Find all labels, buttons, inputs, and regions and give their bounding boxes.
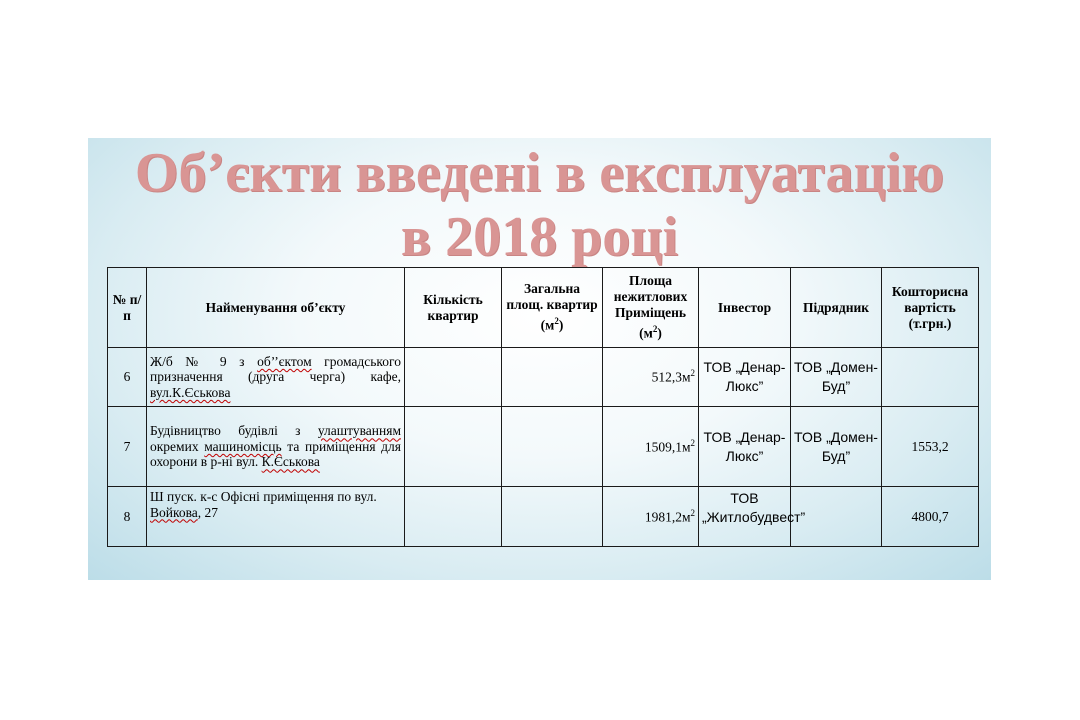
name-text: та приміщення для охорони в р-ні вул. bbox=[150, 438, 401, 470]
table-row bbox=[108, 487, 979, 547]
header-contractor: Підрядник bbox=[791, 268, 882, 348]
table-header-row bbox=[108, 268, 979, 348]
cell-cost: 4800,7 bbox=[882, 487, 979, 547]
name-text-underlined: машиномісць bbox=[204, 438, 282, 454]
name-text: окремих bbox=[150, 438, 205, 454]
header-num: № п/п bbox=[108, 268, 147, 348]
area-sup: 2 bbox=[690, 507, 695, 518]
cell-investor: ТОВ „Житлобудвест” bbox=[699, 487, 791, 547]
name-text-underlined: Войкова bbox=[150, 504, 198, 520]
cell-total-area bbox=[502, 348, 603, 407]
area-value: 1509,1м bbox=[644, 439, 691, 455]
title-line-2: в 2018 році bbox=[400, 206, 679, 268]
cell-total-area bbox=[502, 487, 603, 547]
cell-nonres-area bbox=[603, 348, 699, 407]
cell-num: 8 bbox=[108, 487, 147, 547]
cell-name bbox=[147, 487, 405, 547]
cell-name bbox=[147, 348, 405, 407]
table-row bbox=[108, 348, 979, 407]
cell-nonres-area bbox=[603, 487, 699, 547]
area-value: 1981,2м bbox=[644, 509, 691, 525]
cell-num: 7 bbox=[108, 407, 147, 487]
name-text: Ш пуск. к-с Офісні приміщення по вул. bbox=[150, 489, 377, 504]
cell-investor: ТОВ „Денар-Люкс” bbox=[699, 407, 791, 487]
name-text-underlined: К.Єськова bbox=[261, 454, 320, 470]
objects-table bbox=[107, 267, 979, 547]
header-total-area-sup: 2 bbox=[554, 316, 559, 327]
area-value: 512,3м bbox=[651, 369, 691, 385]
header-cost bbox=[882, 268, 979, 348]
header-apartments: Кількість квартир bbox=[405, 268, 502, 348]
header-investor: Інвестор bbox=[699, 268, 791, 348]
name-text: Будівництво будівлі з bbox=[150, 423, 318, 439]
cell-contractor: ТОВ „Домен-Буд” bbox=[791, 348, 882, 407]
name-text: Ж/б № 9 з bbox=[150, 353, 258, 369]
cell-apartments bbox=[405, 407, 502, 487]
table-row bbox=[108, 407, 979, 487]
header-nonres-area bbox=[603, 268, 699, 348]
cell-cost: 1553,2 bbox=[882, 407, 979, 487]
cell-total-area bbox=[502, 407, 603, 487]
header-nonres-area-sup: 2 bbox=[652, 324, 658, 335]
name-text: , 27 bbox=[197, 504, 219, 520]
header-total-area-text: Загальна площ. квартир (м bbox=[506, 281, 598, 333]
name-text-underlined: вул.К.Єськова bbox=[150, 384, 231, 400]
header-name: Найменування об’єкту bbox=[147, 268, 405, 348]
cell-investor: ТОВ „Денар-Люкс” bbox=[699, 348, 791, 407]
header-nonres-area-end: ) bbox=[657, 325, 662, 341]
slide bbox=[88, 138, 991, 580]
cell-cost bbox=[882, 348, 979, 407]
name-text-underlined: об’’єктом bbox=[257, 353, 312, 369]
cell-apartments bbox=[405, 348, 502, 407]
header-total-area bbox=[502, 268, 603, 348]
header-cost-text: Кошторисна вартість (т.грн.) bbox=[891, 283, 969, 331]
header-nonres-area-text: Площа нежитлових Приміщень (м bbox=[613, 273, 688, 341]
header-total-area-end: ) bbox=[558, 317, 564, 333]
name-text-underlined: улаштуванням bbox=[317, 423, 401, 439]
name-text: громадського призначення (друга черга) кафе, bbox=[150, 353, 401, 385]
cell-nonres-area bbox=[603, 407, 699, 487]
cell-contractor: ТОВ „Домен-Буд” bbox=[791, 407, 882, 487]
area-sup: 2 bbox=[690, 368, 695, 379]
area-sup: 2 bbox=[690, 437, 695, 448]
cell-name bbox=[147, 407, 405, 487]
title-line-1: Об’єкти введені в експлуатацію bbox=[134, 142, 945, 204]
cell-num: 6 bbox=[108, 348, 147, 407]
cell-apartments bbox=[405, 487, 502, 547]
